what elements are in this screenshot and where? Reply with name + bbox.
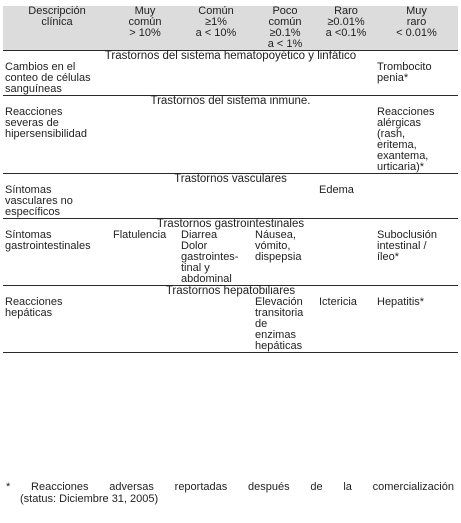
cell-line: común bbox=[268, 16, 302, 28]
cell-muy-raro bbox=[375, 297, 458, 353]
cell-line: Reacciones bbox=[5, 296, 63, 308]
cell-line: (rash, bbox=[377, 128, 406, 140]
footnote-word: de bbox=[310, 481, 323, 493]
table-body bbox=[3, 51, 458, 353]
cell-line: transitoria bbox=[255, 307, 304, 319]
footnote-line-1 bbox=[6, 481, 454, 493]
cell-line: dispepsia bbox=[255, 251, 302, 263]
cell-line: ≥0.01% bbox=[327, 16, 365, 28]
cell-raro bbox=[317, 62, 375, 96]
footnote-word: Reacciones bbox=[31, 481, 89, 493]
cell-line: Cambios en el bbox=[5, 61, 76, 73]
cell-line: vasculares no bbox=[5, 195, 73, 207]
cell-line: Común bbox=[198, 5, 234, 17]
cell-line: Ictericia bbox=[319, 296, 357, 308]
cell-line: gastrointes- bbox=[181, 251, 239, 263]
footnote-line-2: (status: Diciembre 31, 2005) bbox=[20, 493, 159, 505]
cell-line: tinal y bbox=[181, 262, 210, 274]
adverse-reactions-table bbox=[3, 6, 458, 353]
cell-line: abdominal bbox=[181, 273, 232, 285]
footnote-word: después bbox=[248, 481, 290, 493]
cell-line: Hepatitis* bbox=[377, 296, 425, 308]
footnote-marker: * bbox=[6, 481, 11, 493]
cell-poco-comun bbox=[253, 230, 317, 286]
cell-raro bbox=[317, 297, 375, 353]
cell-line: Descripción bbox=[28, 5, 86, 17]
cell-line: Flatulencia bbox=[113, 229, 167, 241]
cell-line: < 0.01% bbox=[396, 27, 437, 39]
cell-line: Diarrea bbox=[181, 229, 218, 241]
header-descripcion bbox=[3, 6, 111, 51]
cell-comun bbox=[179, 185, 253, 219]
cell-line: a < 1% bbox=[267, 38, 303, 50]
cell-muy-comun bbox=[111, 107, 179, 174]
cell-line: Muy bbox=[134, 5, 156, 17]
cell-line: Poco bbox=[272, 5, 298, 17]
header-raro bbox=[317, 6, 375, 51]
section-title: Trastornos del sistema inmune. bbox=[3, 96, 458, 108]
header-muy-raro bbox=[375, 6, 458, 51]
cell-line: gastrointestinales bbox=[5, 240, 91, 252]
cell-muy-comun bbox=[111, 230, 179, 286]
footnote-word: reportadas bbox=[174, 481, 228, 493]
cell-muy-comun bbox=[111, 185, 179, 219]
cell-line: urticaria)* bbox=[377, 161, 425, 173]
footnote-word: comercialización bbox=[372, 481, 454, 493]
cell-poco-comun bbox=[253, 107, 317, 174]
cell-descripcion bbox=[3, 297, 111, 353]
cell-line: Síntomas bbox=[5, 229, 52, 241]
cell-muy-comun bbox=[111, 297, 179, 353]
cell-line: alérgicas bbox=[377, 117, 422, 129]
cell-line: a < 10% bbox=[195, 27, 237, 39]
cell-raro bbox=[317, 185, 375, 219]
header-muy-comun bbox=[111, 6, 179, 51]
cell-comun bbox=[179, 107, 253, 174]
cell-line: Elevación bbox=[255, 296, 303, 308]
cell-line: común bbox=[128, 16, 162, 28]
cell-line: Raro bbox=[334, 5, 358, 17]
footnote-word: la bbox=[343, 481, 352, 493]
footnote bbox=[6, 481, 454, 505]
cell-line: severas de bbox=[5, 117, 59, 129]
cell-raro bbox=[317, 230, 375, 286]
section-title: Trastornos del sistema hematopoyético y linfático bbox=[3, 51, 458, 63]
table-row bbox=[3, 62, 458, 96]
footnote-word: adversas bbox=[109, 481, 154, 493]
cell-line: enzimas bbox=[255, 329, 296, 341]
header-comun bbox=[179, 6, 253, 51]
cell-line: Suboclusión bbox=[377, 229, 437, 241]
cell-line: Trombocito bbox=[377, 61, 432, 73]
cell-poco-comun bbox=[253, 62, 317, 96]
cell-line: sanguíneas bbox=[5, 83, 62, 95]
cell-line: Reacciones bbox=[377, 106, 435, 118]
cell-line: Síntomas bbox=[5, 184, 52, 196]
cell-line: raro bbox=[406, 16, 427, 28]
cell-muy-raro bbox=[375, 107, 458, 174]
cell-poco-comun bbox=[253, 297, 317, 353]
cell-line: de bbox=[255, 318, 268, 330]
table-row bbox=[3, 185, 458, 219]
cell-descripcion bbox=[3, 185, 111, 219]
header-poco-comun bbox=[253, 6, 317, 51]
cell-line: hepáticas bbox=[255, 340, 303, 352]
cell-line: Edema bbox=[319, 184, 354, 196]
header-row bbox=[3, 6, 458, 51]
cell-line: exantema, bbox=[377, 150, 429, 162]
cell-line: ≥1% bbox=[205, 16, 227, 28]
section-title-row bbox=[3, 174, 458, 186]
cell-muy-raro bbox=[375, 62, 458, 96]
cell-line: conteo de células bbox=[5, 72, 91, 84]
cell-muy-comun bbox=[111, 62, 179, 96]
cell-muy-raro bbox=[375, 230, 458, 286]
table-row bbox=[3, 230, 458, 286]
cell-line: específicos bbox=[5, 206, 61, 218]
cell-descripcion bbox=[3, 107, 111, 174]
cell-raro bbox=[317, 107, 375, 174]
cell-muy-raro bbox=[375, 185, 458, 219]
cell-line: ≥0.1% bbox=[269, 27, 301, 39]
table-row bbox=[3, 297, 458, 353]
section-title: Trastornos gastrointestinales bbox=[3, 219, 458, 231]
cell-descripcion bbox=[3, 230, 111, 286]
cell-line: a <0.1% bbox=[325, 27, 367, 39]
cell-descripcion bbox=[3, 62, 111, 96]
cell-line: > 10% bbox=[129, 27, 161, 39]
cell-line: penia* bbox=[377, 72, 409, 84]
table-row bbox=[3, 107, 458, 174]
cell-line: clínica bbox=[41, 16, 73, 28]
cell-line: intestinal / bbox=[377, 240, 427, 252]
cell-line: vómito, bbox=[255, 240, 291, 252]
cell-poco-comun bbox=[253, 185, 317, 219]
cell-comun bbox=[179, 297, 253, 353]
cell-line: íleo* bbox=[377, 251, 400, 263]
cell-line: Náusea, bbox=[255, 229, 296, 241]
cell-line: hipersensibilidad bbox=[5, 128, 87, 140]
cell-line: Dolor bbox=[181, 240, 208, 252]
cell-comun bbox=[179, 230, 253, 286]
cell-line: Reacciones bbox=[5, 106, 63, 118]
cell-comun bbox=[179, 62, 253, 96]
section-title: Trastornos vasculares bbox=[3, 174, 458, 186]
cell-line: Muy bbox=[406, 5, 427, 17]
cell-line: eritema, bbox=[377, 139, 417, 151]
cell-line: hepáticas bbox=[5, 307, 53, 319]
section-title: Trastornos hepatobiliares bbox=[3, 286, 458, 298]
